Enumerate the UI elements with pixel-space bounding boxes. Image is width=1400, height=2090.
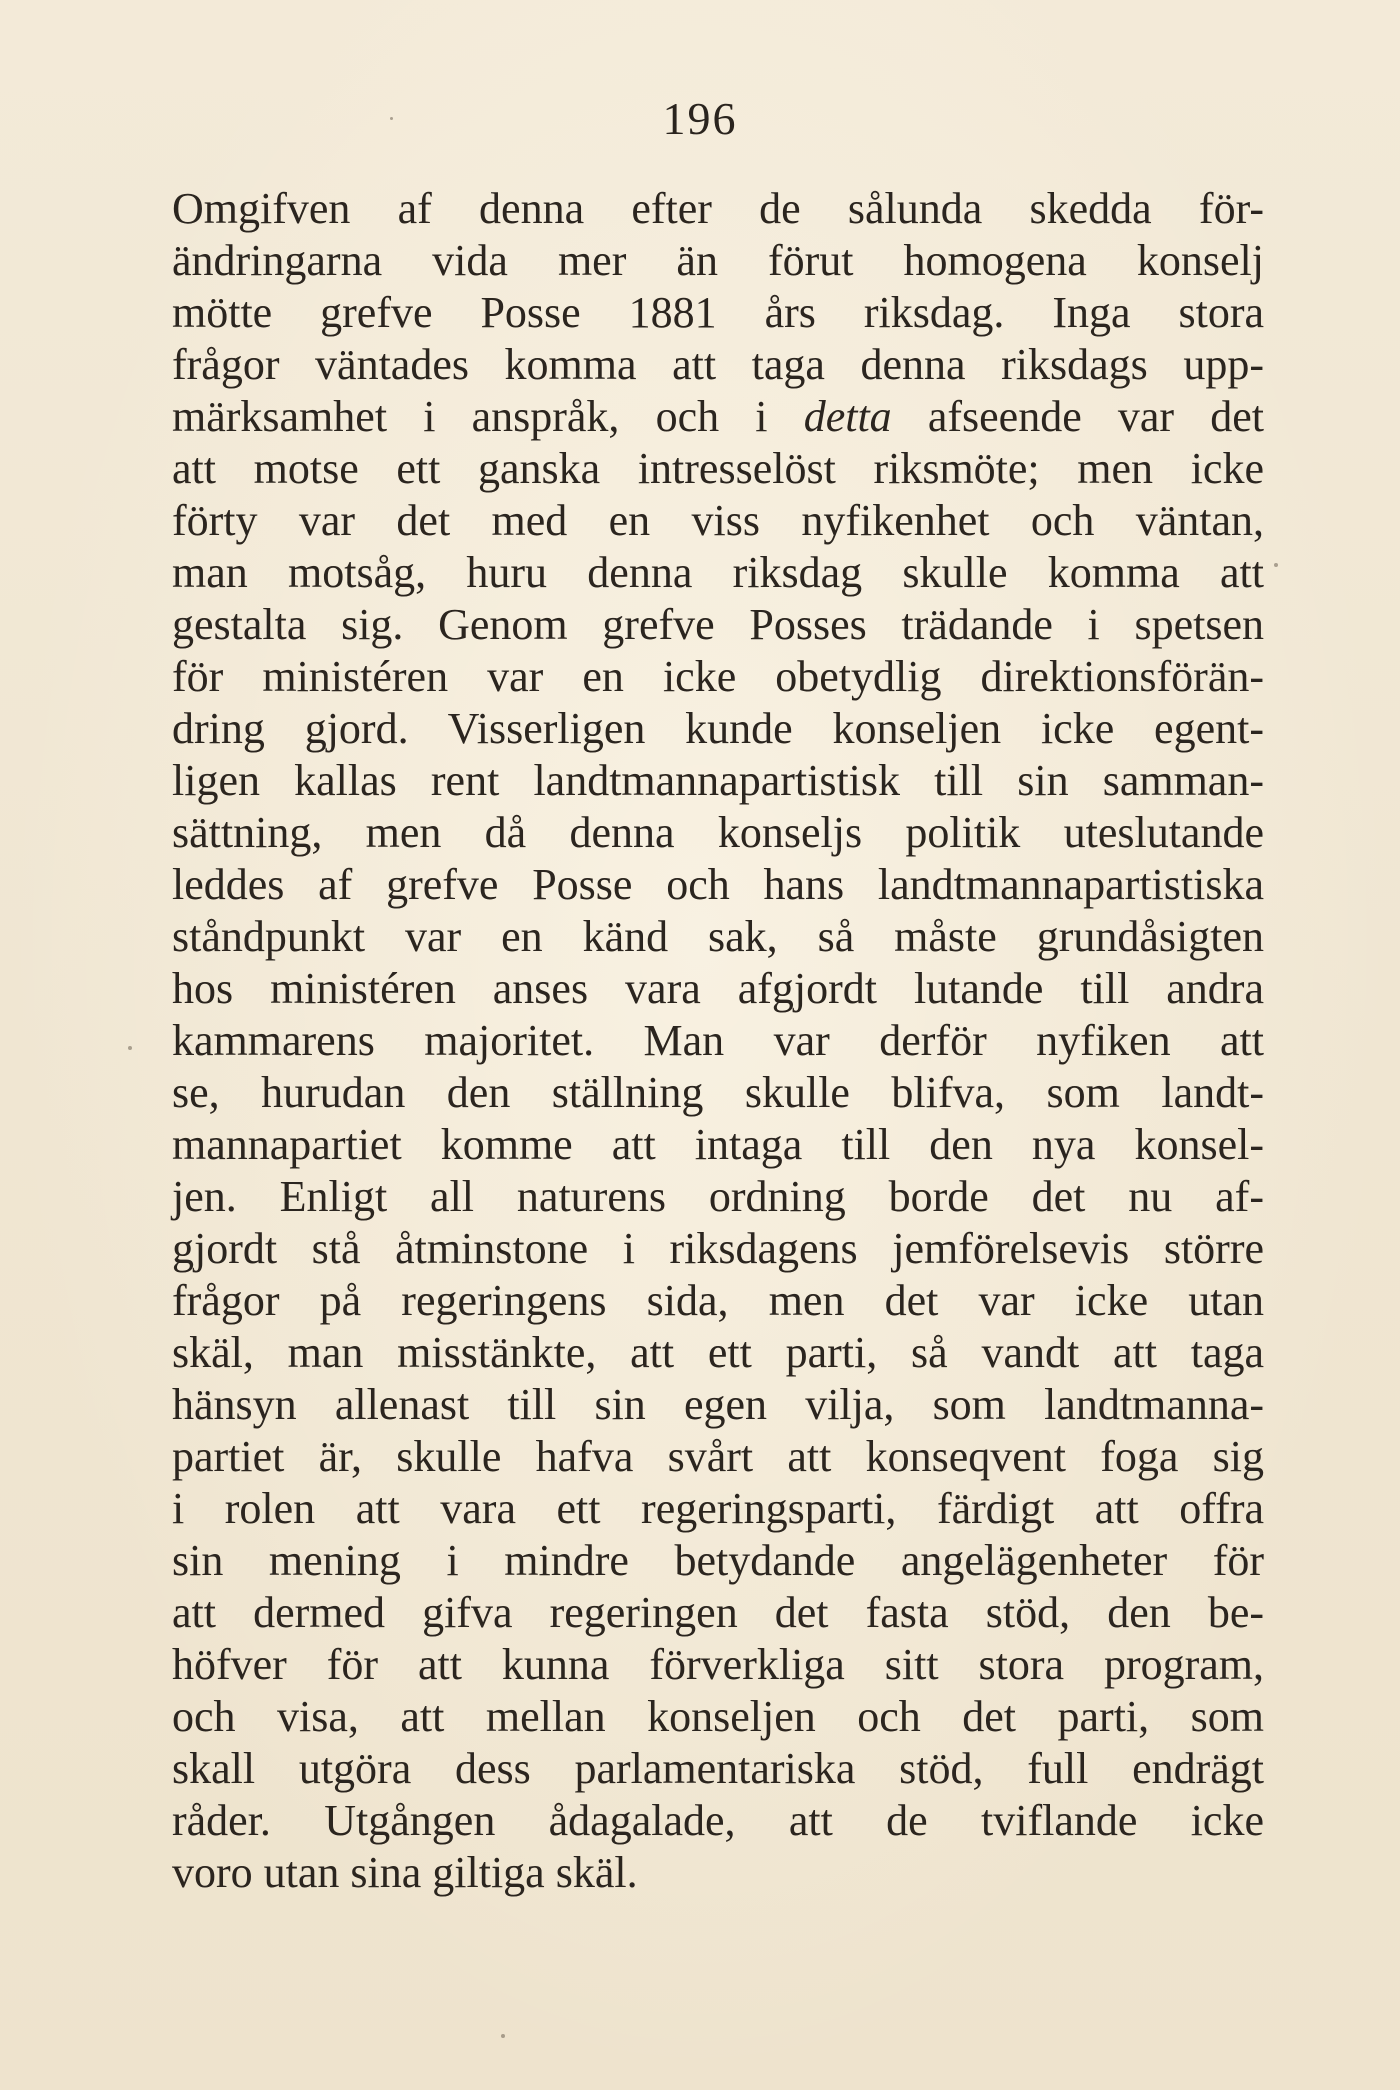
paper-speck bbox=[390, 117, 393, 120]
text-line: förty var det med en viss nyfikenhet och väntan, bbox=[172, 496, 1264, 545]
text-line: ståndpunkt var en känd sak, så måste grundåsigten bbox=[172, 912, 1264, 961]
text-line: hos ministéren anses vara afgjordt lutande till andra bbox=[172, 964, 1264, 1013]
paper-speck bbox=[501, 2034, 505, 2038]
text-line: man motsåg, huru denna riksdag skulle komma att bbox=[172, 548, 1264, 597]
text-line: partiet är, skulle hafva svårt att konseqvent foga sig bbox=[172, 1432, 1264, 1481]
text-line: voro utan sina giltiga skäl. bbox=[172, 1848, 638, 1897]
paper-speck bbox=[1274, 563, 1278, 567]
text-line: hänsyn allenast till sin egen vilja, som landtmanna- bbox=[172, 1380, 1264, 1429]
paper-speck bbox=[128, 1046, 132, 1050]
text-line: och visa, att mellan konseljen och det parti, som bbox=[172, 1692, 1264, 1741]
text-line: ligen kallas rent landtmannapartistisk till sin samman- bbox=[172, 756, 1264, 805]
text-line: gestalta sig. Genom grefve Posses trädande i spetsen bbox=[172, 600, 1264, 649]
text-line: sin mening i mindre betydande angelägenheter för bbox=[172, 1536, 1264, 1585]
italic-word: detta bbox=[803, 392, 892, 441]
text-line: leddes af grefve Posse och hans landtmannapartistiska bbox=[172, 860, 1264, 909]
text-line: att dermed gifva regeringen det fasta stöd, den be- bbox=[172, 1588, 1264, 1637]
text-line-head: märksamhet i anspråk, och i bbox=[172, 392, 768, 441]
text-line: mötte grefve Posse 1881 års riksdag. Inga stora bbox=[172, 288, 1264, 337]
text-line: råder. Utgången ådagalade, att de tviflande icke bbox=[172, 1796, 1264, 1845]
text-line-tail: afseende var det bbox=[891, 392, 1264, 441]
text-line: kammarens majoritet. Man var derför nyfiken att bbox=[172, 1016, 1264, 1065]
text-line: ändringarna vida mer än förut homogena konselj bbox=[172, 236, 1264, 285]
text-line: Omgifven af denna efter de sålunda skedda för- bbox=[172, 184, 1264, 233]
body-text bbox=[172, 183, 1264, 1899]
text-line: för ministéren var en icke obetydlig direktionsförän- bbox=[172, 652, 1264, 701]
text-line: skäl, man misstänkte, att ett parti, så vandt att taga bbox=[172, 1328, 1264, 1377]
text-line: sättning, men då denna konseljs politik uteslutande bbox=[172, 808, 1264, 857]
text-line: dring gjord. Visserligen kunde konseljen icke egent- bbox=[172, 704, 1264, 753]
text-line: mannapartiet komme att intaga till den nya konsel- bbox=[172, 1120, 1264, 1169]
text-line: att motse ett ganska intresselöst riksmöte; men icke bbox=[172, 444, 1264, 493]
page-number: 196 bbox=[662, 93, 738, 144]
text-line: gjordt stå åtminstone i riksdagens jemförelsevis större bbox=[172, 1224, 1264, 1273]
text-line: i rolen att vara ett regeringsparti, färdigt att offra bbox=[172, 1484, 1264, 1533]
text-line: jen. Enligt all naturens ordning borde det nu af- bbox=[172, 1172, 1264, 1221]
text-line bbox=[172, 391, 1264, 443]
text-line: höfver för att kunna förverkliga sitt stora program, bbox=[172, 1640, 1264, 1689]
text-line: skall utgöra dess parlamentariska stöd, full endrägt bbox=[172, 1744, 1264, 1793]
text-line: frågor väntades komma att taga denna riksdags upp- bbox=[172, 340, 1264, 389]
text-line: frågor på regeringens sida, men det var icke utan bbox=[172, 1276, 1264, 1325]
text-line: se, hurudan den ställning skulle blifva, som landt- bbox=[172, 1068, 1264, 1117]
